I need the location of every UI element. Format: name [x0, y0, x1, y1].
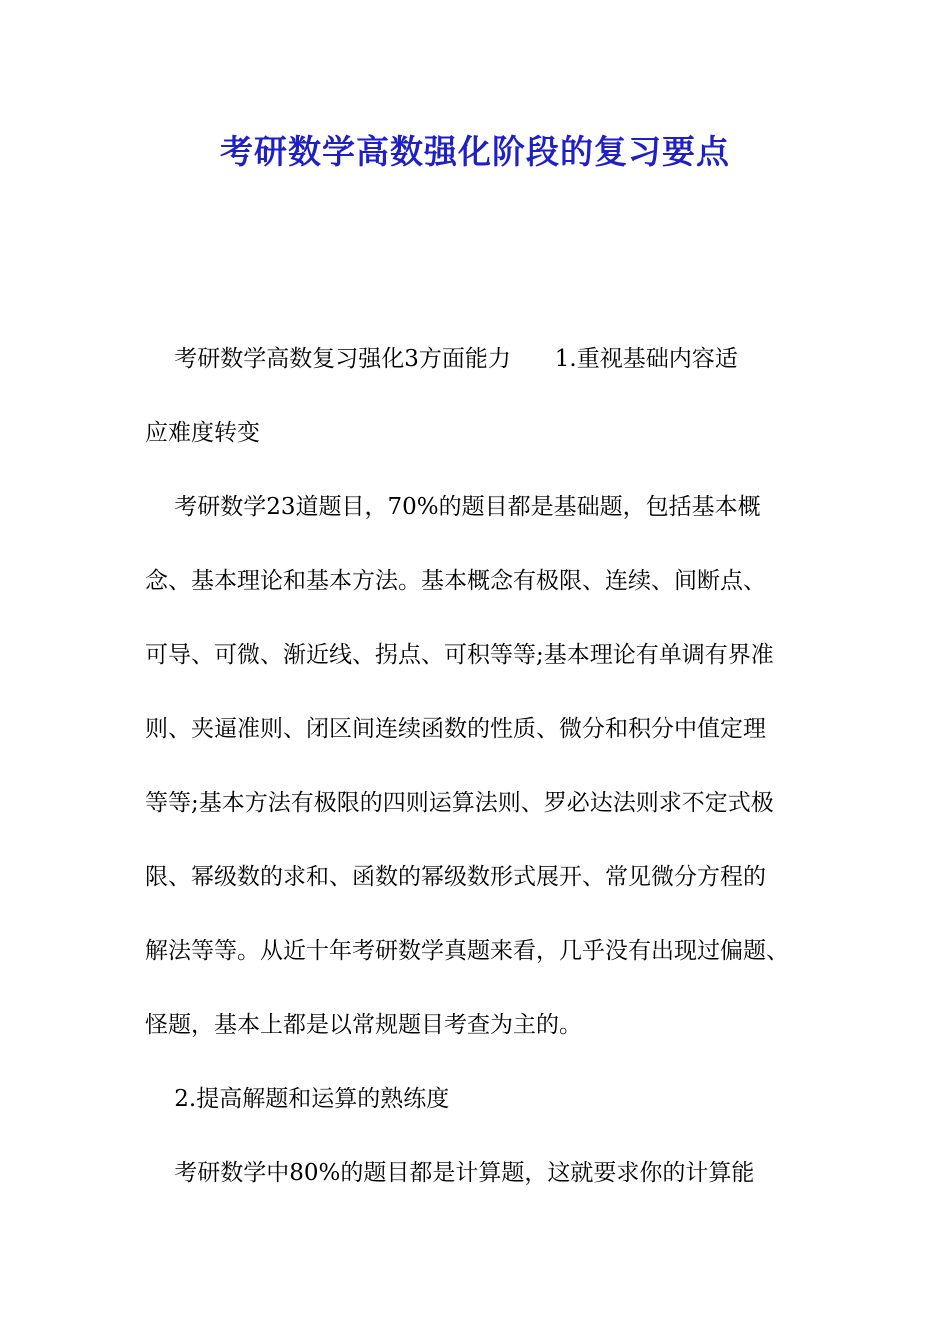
body-line: 应难度转变	[145, 420, 260, 446]
body-line: 等等;基本方法有极限的四则运算法则、罗必达法则求不定式极	[145, 790, 774, 816]
body-line: 则、夹逼准则、闭区间连续函数的性质、微分和积分中值定理	[145, 716, 766, 742]
body-line: 考研数学中80%的题目都是计算题，这就要求你的计算能	[145, 1160, 755, 1186]
body-line: 念、基本理论和基本方法。基本概念有极限、连续、间断点、	[145, 568, 766, 594]
body-line: 怪题，基本上都是以常规题目考查为主的。	[145, 1012, 582, 1038]
body-line: 考研数学23道题目，70%的题目都是基础题，包括基本概	[145, 494, 761, 520]
body-line: 2.提高解题和运算的熟练度	[145, 1086, 450, 1112]
body-line: 考研数学高数复习强化3方面能力 1.重视基础内容适	[145, 346, 738, 372]
body-line: 解法等等。从近十年考研数学真题来看，几乎没有出现过偏题、	[145, 938, 789, 964]
body-line: 限、幂级数的求和、函数的幂级数形式展开、常见微分方程的	[145, 864, 766, 890]
body-line: 可导、可微、渐近线、拐点、可积等等;基本理论有单调有界准	[145, 642, 774, 668]
document-title: 考研数学高数强化阶段的复习要点	[220, 132, 730, 171]
document-body	[145, 322, 835, 1210]
